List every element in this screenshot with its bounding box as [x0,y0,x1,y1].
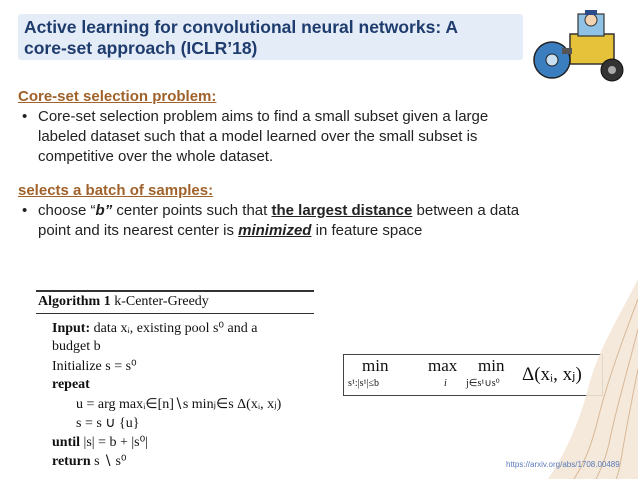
keyword-input: Input: [52,321,91,336]
formula-min-inner-subscript: j∈s¹∪s⁰ [466,378,500,389]
formula-max-subscript: i [444,378,447,389]
algorithm-return-line [52,453,127,470]
formula-min-outer-subscript: s¹:|s¹|≤b [348,378,380,389]
algorithm-union-line: s = s ∪ {u} [76,416,140,431]
wood-grain-decoration [528,279,638,479]
title-line-1: Active learning for convolutional neural networks: A [24,17,459,37]
algorithm-caption [38,294,209,310]
algorithm-return-text: s ∖ s⁰ [90,454,127,469]
text-run: in feature space [311,222,423,239]
formula-delta-term: Δ(xᵢ, xⱼ) [522,364,582,385]
paragraph-line: competitive over the whole dataset. [38,148,274,165]
paragraph-line: Core-set selection problem aims to find a small subset given a large [38,108,489,125]
bullet-dot: • [22,108,28,125]
algorithm-caption-rule [36,313,314,314]
algorithm-until-text: |s| = b + |s⁰| [80,435,149,450]
section-heading-core-set: Core-set selection problem: [18,88,217,105]
formula-min-inner: min [478,356,505,375]
keyword-until: until [52,435,81,450]
text-run: choose “ [38,202,96,219]
paragraph-line [38,201,519,221]
slide-title [18,14,523,60]
section-heading-batch: selects a batch of samples: [18,182,214,199]
source-link[interactable]: https://arxiv.org/abs/1708.00489 [506,460,620,469]
paragraph-line [38,221,422,241]
algorithm-until-line [52,434,148,451]
text-run: between a data [412,202,520,219]
algorithm-input-text: data xᵢ, existing pool s⁰ and a [90,321,258,336]
algorithm-input-line [52,320,257,337]
algorithm-caption-bold: Algorithm 1 [38,294,111,309]
algorithm-argmax-line: u = arg maxᵢ∈[n]∖s minⱼ∈s Δ(xᵢ, xⱼ) [76,397,282,412]
text-run: point and its nearest center is [38,222,239,239]
bullet-dot: • [22,202,28,219]
algorithm-caption-text: k-Center-Greedy [110,294,209,309]
keyword-return: return [52,454,91,469]
title-line-2: core-set approach (ICLR’18) [24,38,258,58]
paragraph-line: labeled dataset such that a model learned over the small subset is [38,128,478,145]
formula-min-outer: min [362,356,389,375]
text-run: center points such that [112,202,272,219]
algorithm-box [36,290,314,472]
keyword-repeat: repeat [52,377,90,392]
text-largest-distance: the largest distance [271,202,413,219]
text-minimized: minimized [238,222,312,239]
algorithm-init-line: Initialize s = s⁰ [52,359,137,374]
text-b-emphasis: b” [95,202,113,219]
formula-max: max [428,356,458,375]
algorithm-budget-line: budget b [52,339,101,354]
mascot-steamroller-icon [532,4,630,84]
algorithm-top-rule [36,290,314,292]
